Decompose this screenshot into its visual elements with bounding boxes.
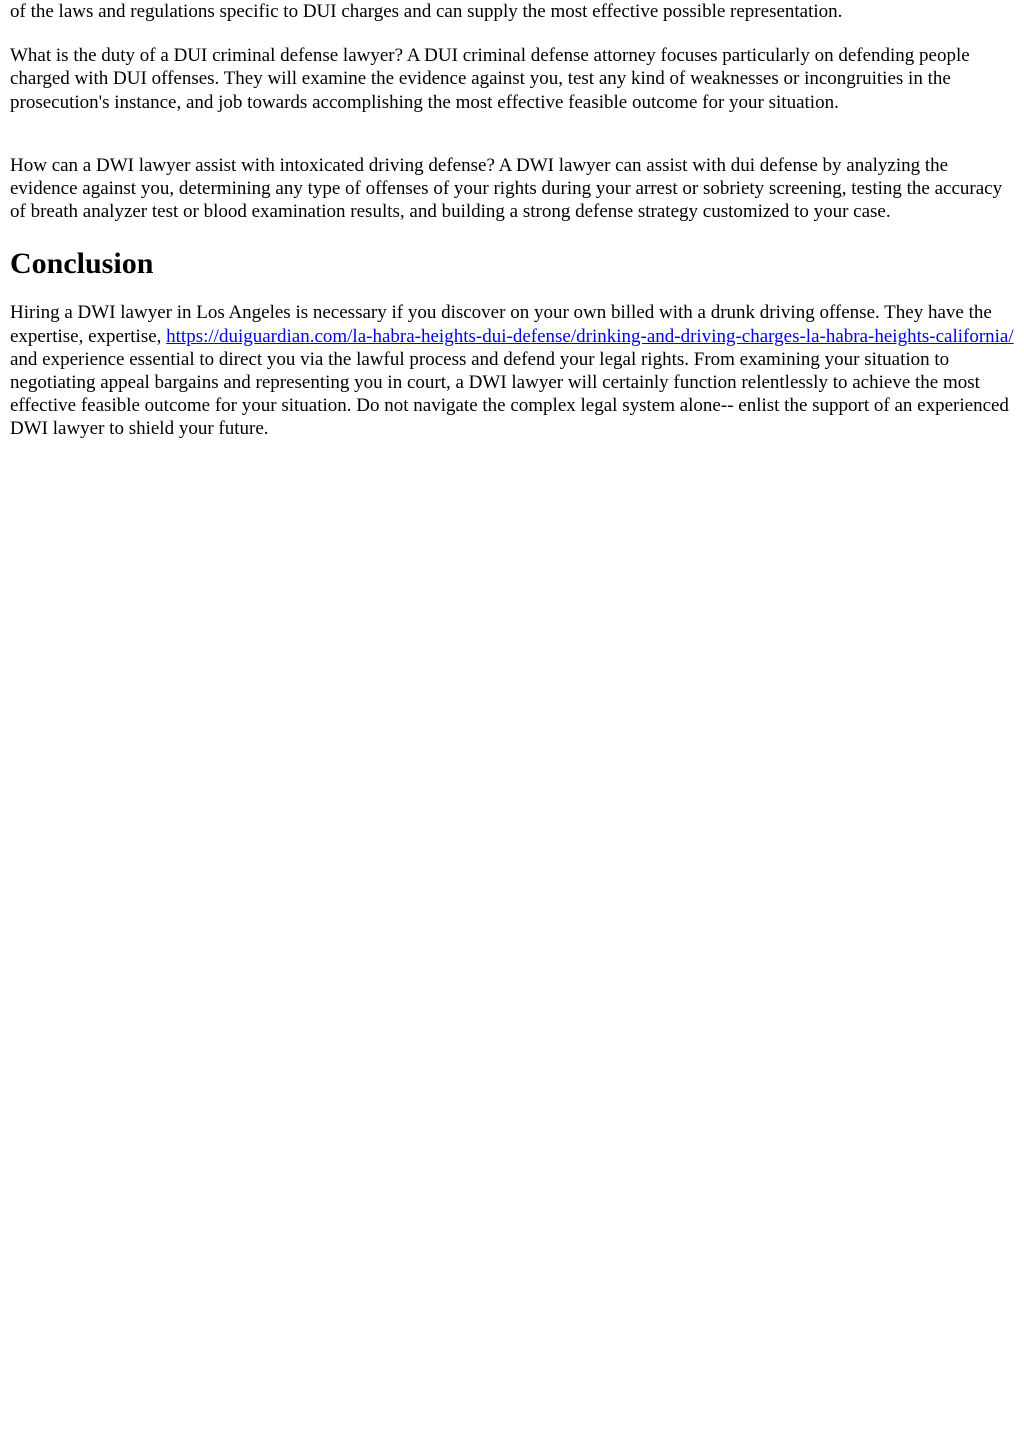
paragraph-dwi-assist: How can a DWI lawyer assist with intoxicated driving defense? A DWI lawyer can assist with dui defense by analyzing the evidence against you, determining any type of offenses of your rights during your arrest or sobriety screening, testing the accuracy of breath analyzer test or blood examination results, and building a strong defense strategy customized to your case. [10,154,1003,223]
conclusion-text-after-link: and experience essential to direct you via the lawful process and defend your legal rights. From examining your situation to negotiating appeal bargains and representing you in court, a DWI lawyer will certainly function relentlessly to achieve the most effective feasible outcome for your situation. Do not navigate the complex legal system alone-- enlist the support of an experienced DWI lawyer to shield your future. [10,348,1009,440]
paragraph-laws: of the laws and regulations specific to DUI charges and can supply the most effective possible representation. [10,1,843,22]
conclusion-heading: Conclusion [10,247,154,281]
paragraph-duty-of-lawyer: What is the duty of a DUI criminal defense lawyer? A DUI criminal defense attorney focuses particularly on defending people charged with DUI offenses. They will examine the evidence against you, test any kind of weaknesses or incongruities in the prosecution's instance, and job towards accomplishing the most effective feasible outcome for your situation. [10,45,970,113]
paragraph-conclusion [10,301,1014,440]
duiguardian-link[interactable]: https://duiguardian.com/la-habra-heights-dui-defense/drinking-and-driving-charges-la-habra-heights-california/ [166,325,1014,347]
conclusion-text-before-link: Hiring a DWI lawyer in Los Angeles is necessary if you discover on your own billed with a drunk driving offense. They have the expertise, expertise, [10,302,992,347]
document-body [0,0,1024,441]
